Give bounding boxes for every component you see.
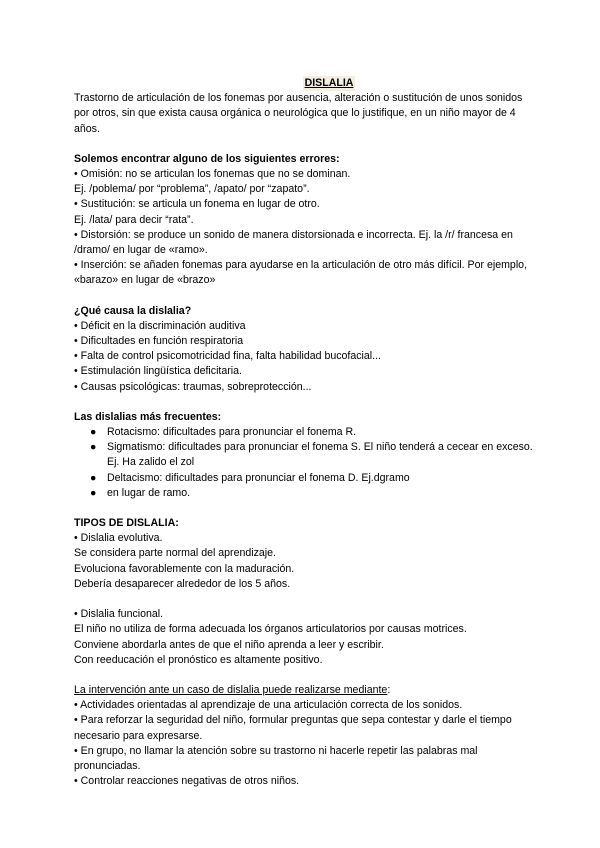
intervention-heading-suffix: : <box>387 683 391 696</box>
errors-line: Ej. /poblema/ por “problema”, /apato/ por “zapato”. <box>74 183 310 196</box>
types-line: • Dislalia evolutiva. <box>74 532 163 545</box>
list-item-text: Rotacismo: dificultades para pronunciar el fonema R. <box>107 426 357 439</box>
document-body <box>74 76 534 789</box>
types-line: Con reeducación el pronóstico es altamente positivo. <box>74 653 323 666</box>
types-heading: TIPOS DE DISLALIA: <box>74 517 179 530</box>
errors-heading: Solemos encontrar alguno de los siguientes errores: <box>74 152 340 165</box>
types-line: Conviene abordarla antes de que el niño aprenda a leer y escribir. <box>74 638 384 651</box>
list-item-text: en lugar de ramo. <box>107 486 191 499</box>
types-line: Evoluciona favorablemente con la maduración. <box>74 562 295 575</box>
spacer <box>74 501 534 516</box>
bullet-icon: ● <box>90 426 97 439</box>
definition-paragraph: Trastorno de articulación de los fonemas por ausencia, alteración o sustitución de unos sonidos por otros, sin que exista causa orgánica o neurológica que lo justifique, en un niño mayor de 4 años. <box>74 92 523 135</box>
causes-line: • Falta de control psicomotricidad fina, falta habilidad bucofacial... <box>74 350 381 363</box>
bullet-icon: ● <box>90 471 97 484</box>
errors-line: • Distorsión: se produce un sonido de manera distorsionada e incorrecta. Ej. la /r/ francesa en /dramo/ en lugar de «ramo». <box>74 228 513 257</box>
document-title: DISLALIA <box>303 76 356 91</box>
list-item <box>74 486 534 501</box>
bullet-icon: ● <box>90 486 97 499</box>
list-item <box>74 471 534 486</box>
types-line: • Dislalia funcional. <box>74 608 164 621</box>
intervention-line: • En grupo, no llamar la atención sobre su trastorno ni hacerle repetir las palabras mal pronunciadas. <box>74 744 478 772</box>
spacer <box>74 395 534 410</box>
errors-line: • Inserción: se añaden fonemas para ayudarse en la articulación de otro más difícil. Por ejemplo, «barazo» en lugar de «brazo» <box>74 259 528 287</box>
frequent-heading: Las dislalias más frecuentes: <box>74 410 222 423</box>
types-line: Debería desaparecer alrededor de los 5 años. <box>74 577 291 590</box>
errors-line: Ej. /lata/ para decir “rata”. <box>74 213 194 226</box>
errors-line: • Sustitución: se articula un fonema en lugar de otro. <box>74 198 320 211</box>
title-wrap <box>74 76 534 91</box>
causes-heading: ¿Qué causa la dislalia? <box>74 304 192 317</box>
types-line: Se considera parte normal del aprendizaje. <box>74 547 276 560</box>
causes-line: • Estimulación lingüística deficitaria. <box>74 365 242 378</box>
intervention-line: • Controlar reacciones negativas de otros niños. <box>74 775 300 788</box>
causes-line: • Dificultades en función respiratoria <box>74 335 244 348</box>
spacer <box>74 289 534 304</box>
errors-line: • Omisión: no se articulan los fonemas que no se dominan. <box>74 168 351 181</box>
bullet-icon: ● <box>90 441 97 454</box>
spacer <box>74 668 534 683</box>
causes-line: • Causas psicológicas: traumas, sobreprotección... <box>74 380 312 393</box>
list-item-text: Sigmatismo: dificultades para pronunciar el fonema S. El niño tenderá a cecear en exceso. Ej. Ha zalido el zol <box>107 441 533 469</box>
list-item <box>74 425 534 440</box>
intervention-heading: La intervención ante un caso de dislalia puede realizarse mediante <box>74 683 388 696</box>
intervention-heading-line <box>74 683 534 698</box>
spacer <box>74 592 534 607</box>
list-item <box>74 440 534 470</box>
types-line: El niño no utiliza de forma adecuada los órganos articulatorios por causas motrices. <box>74 623 467 636</box>
causes-line: • Déficit en la discriminación auditiva <box>74 319 246 332</box>
intervention-line: • Para reforzar la seguridad del niño, formular preguntas que sepa contestar y darle el tiempo necesario para expresarse. <box>74 714 512 742</box>
spacer <box>74 137 534 152</box>
frequent-list <box>74 425 534 501</box>
intervention-line: • Actividades orientadas al aprendizaje de una articulación correcta de los sonidos. <box>74 699 463 712</box>
list-item-text: Deltacismo: dificultades para pronunciar el fonema D. Ej.dgramo <box>107 471 410 484</box>
